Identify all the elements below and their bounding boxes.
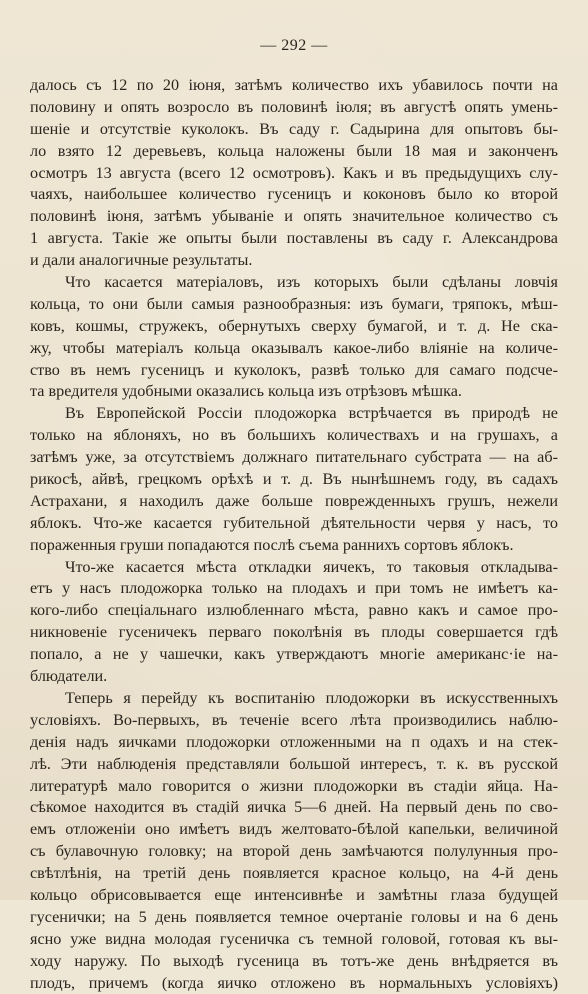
text-line: попало, а не у чашечки, какъ утверждаютъ многіе американс·іе на-	[30, 645, 558, 664]
text-line: кольцо обрисовывается еще интенсивнѣе и замѣтны глаза будущей	[30, 885, 558, 904]
text-line: ковъ, кошмы, стружекъ, обернутыхъ сверху бумагой, и т. д. Не ска-	[30, 316, 558, 335]
text-line: условіяхъ. Во-первыхъ, въ теченіе всего лѣта производились наблю-	[30, 710, 558, 729]
text-line: гусенички; на 5 день появляется темное очертаніе головы и на 6 день	[30, 907, 558, 926]
text-line: затѣмъ уже, за отсутствіемъ должнаго питательнаго субстрата — на аб-	[30, 448, 558, 467]
text-line: кого-либо спеціальнаго излюбленнаго мѣста, равно какъ и самое про-	[30, 601, 558, 620]
text-line: Въ Европейской Россіи плодожорка встрѣчается въ природѣ не	[65, 404, 558, 423]
text-line: кольца, то они были самыя разнообразныя: изъ бумаги, тряпокъ, мѣш-	[30, 294, 558, 313]
text-line: Что касается матеріаловъ, изъ которыхъ были сдѣланы ловчія	[65, 273, 558, 292]
text-line: денія надъ яичками плодожорки отложенными на п одахъ и на стек-	[30, 732, 558, 751]
text-line: половину и опять возросло въ половинѣ іюля; въ августѣ опять умень-	[30, 97, 558, 116]
text-line: ство въ немъ гусеницъ и куколокъ, развѣ только для самаго подсче-	[30, 360, 558, 379]
text-line: емъ отложеніи оно имѣетъ видъ желтовато-бѣлой капельки, величиной	[30, 820, 558, 839]
text-line: жу, чтобы матеріалъ кольца оказывалъ какое-либо вліяніе на количе-	[30, 338, 558, 357]
text-line: сѣкомое находится въ стадій яичка 5—6 дней. На первый день по сво-	[30, 798, 558, 817]
body-text	[30, 75, 558, 994]
text-line: блюдатели.	[30, 667, 108, 686]
text-line: 1 августа. Такіе же опыты были поставлены въ саду г. Александрова	[30, 229, 558, 248]
page-number: — 292 —	[260, 37, 328, 54]
text-line: рикосѣ, айвѣ, грецкомъ орѣхѣ и т. д. Въ нынѣшнемъ году, въ садахъ	[30, 470, 558, 489]
text-line: яблокъ. Что-же касается губительной дѣятельности червя у насъ, то	[30, 513, 558, 532]
text-line: литературѣ мало говорится о жизни плодожорки въ стадіи яйца. На-	[30, 776, 558, 795]
text-line: ясно уже видна молодая гусеничка съ темной головой, готовая къ вы-	[30, 929, 558, 948]
text-line: чаяхъ, наибольшее количество гусеницъ и коконовъ было ко второй	[30, 185, 558, 204]
text-line: далось съ 12 по 20 іюня, затѣмъ количество ихъ убавилось почти на	[30, 76, 558, 94]
text-line: Что-же касается мѣста откладки яичекъ, то таковыя откладыва-	[65, 557, 558, 576]
text-line: ло взято 12 деревьевъ, кольца наложены были 18 мая и законченъ	[30, 141, 558, 160]
text-line: и дали аналогичные результаты.	[30, 251, 253, 270]
text-line: Астрахани, я находилъ даже больше поврежденныхъ грушъ, нежели	[30, 491, 558, 510]
text-line: етъ у насъ плодожорка только на плодахъ и при томъ не имѣетъ ка-	[30, 579, 558, 598]
text-line: осмотръ 13 августа (всего 12 осмотровъ). Какъ и въ предыдущихъ слу-	[30, 163, 558, 182]
text-line: плодъ, причемъ (когда яичко отложено въ нормальныхъ условіяхъ)	[30, 973, 558, 992]
text-line: съ булавочную головку; на второй день замѣчаются полулунныя про-	[30, 842, 558, 861]
text-line: половинѣ іюня, затѣмъ убываніе и опять значительное количество съ	[30, 207, 558, 226]
text-line: та вредителя удобными оказались кольца изъ отрѣзовъ мѣшка.	[30, 382, 462, 401]
text-line: ходу наружу. По выходѣ гусеница въ тотъ-же день внѣдряется въ	[30, 951, 558, 970]
text-line: лѣ. Эти наблюденія представляли большой интересъ, т. к. въ русской	[30, 754, 558, 773]
text-line: свѣтлѣнія, на третій день появляется красное кольцо, на 4-й день	[30, 864, 558, 883]
text-line: пораженныя груши попадаются послѣ съема раннихъ сортовъ яблокъ.	[30, 535, 514, 554]
text-line: никновеніе гусеничекъ перваго поколѣнія въ плоды совершается гдѣ	[30, 623, 558, 642]
text-line: только на яблоняхъ, но въ большихъ количествахъ и на грушахъ, а	[30, 426, 558, 445]
text-line: шеніе и отсутствіе куколокъ. Въ саду г. Садырина для опытовъ бы-	[30, 119, 558, 138]
text-line: Теперь я перейду къ воспитанію плодожорки въ искусственныхъ	[65, 688, 558, 707]
